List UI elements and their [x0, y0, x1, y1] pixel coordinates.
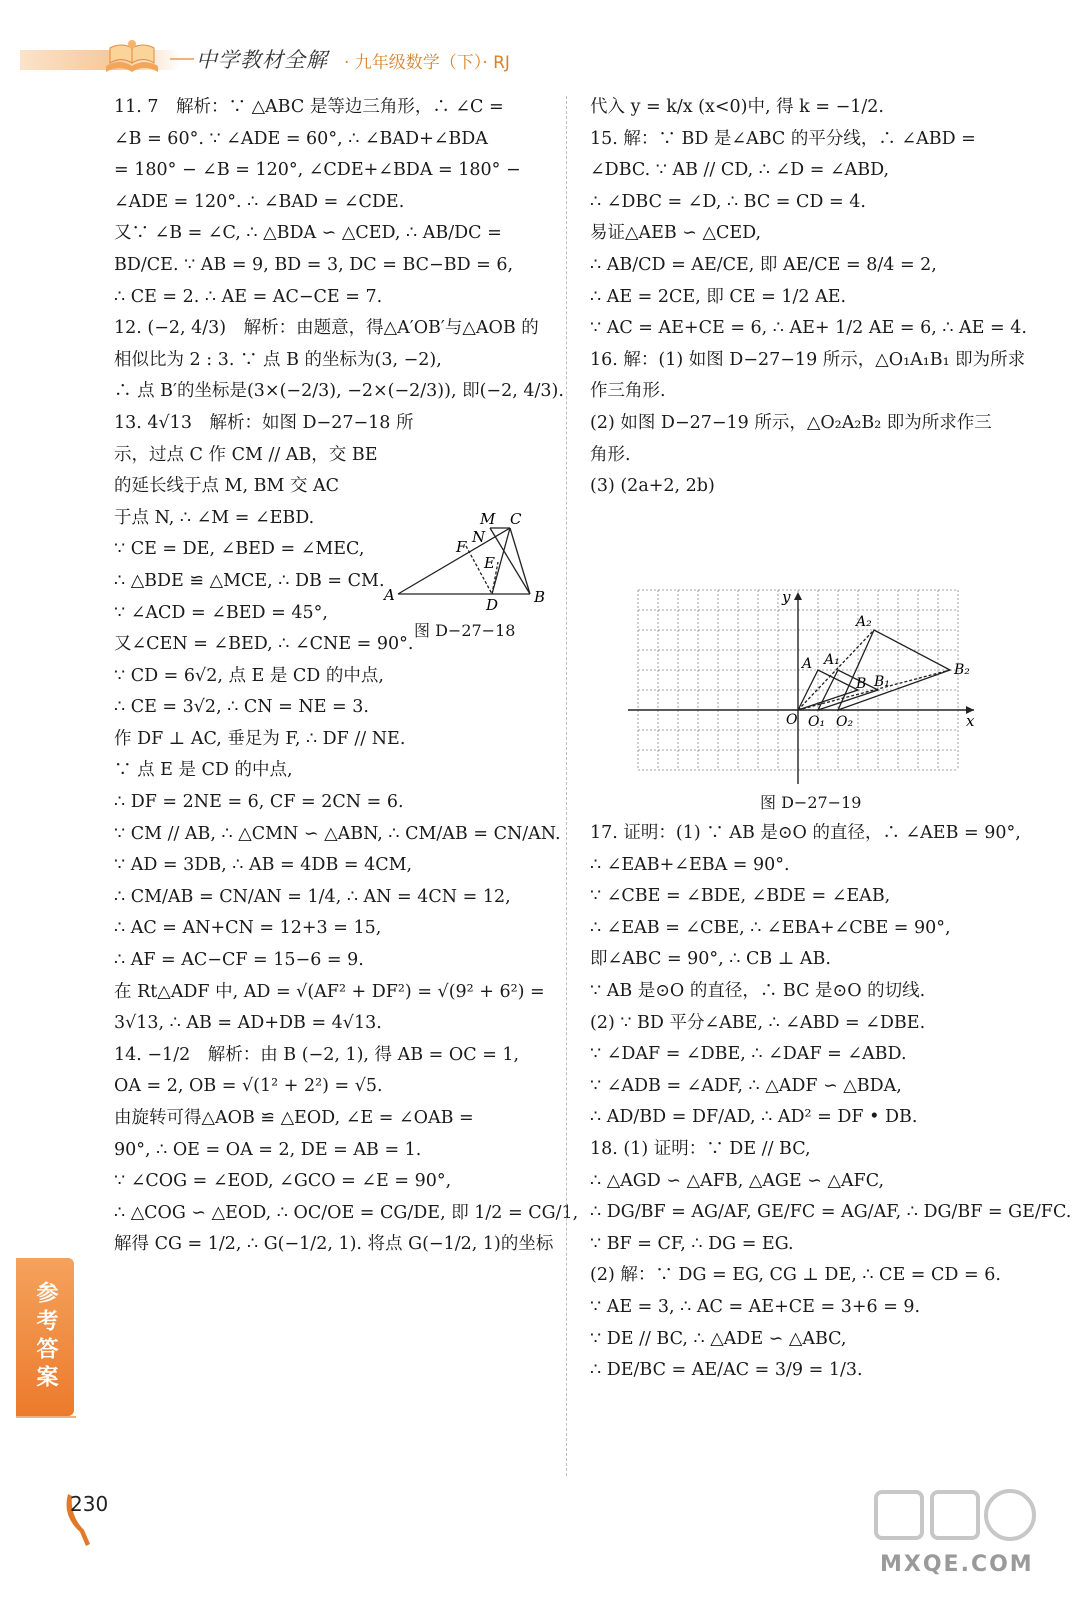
text-line: ∴ AE = 2CE, 即 CE = 1/2 AE. [590, 286, 847, 307]
label-e: E [484, 554, 495, 572]
text-line: ∵ ∠COG = ∠EOD, ∠GCO = ∠E = 90°, [114, 1171, 452, 1192]
side-rule [16, 1416, 76, 1418]
text-line: ∵ ∠ADB = ∠ADF, ∴ △ADF ∽ △BDA, [590, 1075, 902, 1096]
text-line: ∴ DE/BC = AE/AC = 3/9 = 1/3. [590, 1360, 863, 1381]
text-line: ∠B = 60°. ∵ ∠ADE = 60°, ∴ ∠BAD+∠BDA [114, 128, 488, 149]
text-line: ∵ CM // AB, ∴ △CMN ∽ △ABN, ∴ CM/AB = CN/AN. [114, 823, 561, 844]
text-line: 作 DF ⊥ AC, 垂足为 F, ∴ DF // NE. [114, 728, 406, 749]
text-line: ∵ ∠ACD = ∠BED = 45°, [114, 602, 328, 623]
label-b2: B₂ [954, 662, 970, 678]
text-line: ∴ 点 B′的坐标是(3×(−2/3), −2×(−2/3)), 即(−2, 4/3). [114, 381, 564, 402]
text-line: 在 Rt△ADF 中, AD = √(AF² + DF²) = √(9² + 6²) = [114, 981, 545, 1002]
text-line: (2) 如图 D−27−19 所示，△O₂A₂B₂ 即为所求作三 [590, 412, 992, 433]
text-line: ∠ADE = 120°. ∴ ∠BAD = ∠CDE. [114, 191, 405, 212]
text-line: ∠DBC. ∵ AB // CD, ∴ ∠D = ∠ABD, [590, 160, 890, 181]
text-line: ∵ CD = 6√2, 点 E 是 CD 的中点, [114, 665, 384, 686]
text-line: 相似比为 2 : 3. ∵ 点 B 的坐标为(3, −2), [114, 349, 442, 370]
text-line: ∴ △AGD ∽ △AFB, △AGE ∽ △AFC, [590, 1170, 885, 1191]
label-c: C [510, 510, 522, 528]
text-line: ∴ ∠EAB+∠EBA = 90°. [590, 854, 790, 875]
label-n: N [472, 528, 486, 546]
text-line: ∵ AE = 3, ∴ AC = AE+CE = 3+6 = 9. [590, 1296, 921, 1317]
answer-key-tab: 参考答案 [16, 1258, 74, 1416]
text-line: ∴ AC = AN+CN = 12+3 = 15, [114, 918, 382, 939]
y-axis-label: y [782, 588, 791, 606]
text-line: 即∠ABC = 90°, ∴ CB ⊥ AB. [590, 949, 831, 970]
text-line: 16. 解：(1) 如图 D−27−19 所示，△O₁A₁B₁ 即为所求 [590, 349, 1026, 370]
text-line: 15. 解：∵ BD 是∠ABC 的平分线，∴ ∠ABD = [590, 128, 976, 149]
text-line: ∵ ∠DAF = ∠DBE, ∴ ∠DAF = ∠ABD. [590, 1044, 907, 1065]
text-line: 13. 4√13 解析：如图 D−27−18 所 [114, 412, 414, 433]
figure-caption-18: 图 D−27−18 [414, 621, 516, 640]
label-a: A [802, 656, 813, 672]
text-line: ∴ ∠EAB = ∠CBE, ∴ ∠EBA+∠CBE = 90°, [590, 917, 951, 938]
text-line: 由旋转可得△AOB ≌ △EOD, ∠E = ∠OAB = [114, 1108, 474, 1128]
text-line: ∴ DF = 2NE = 6, CF = 2CN = 6. [114, 792, 404, 813]
text-line: 90°, ∴ OE = OA = 2, DE = AB = 1. [114, 1139, 422, 1160]
text-line: ∴ DG/BF = AG/AF, GE/FC = AG/AF, ∴ DG/BF = GE/FC. [590, 1202, 1072, 1223]
text-line: 12. (−2, 4/3) 解析：由题意，得△A′OB′与△AOB 的 [114, 318, 539, 339]
text-line: 11. 7 解析：∵ △ABC 是等边三角形，∴ ∠C = [114, 97, 504, 117]
label-b: B [856, 676, 867, 692]
label-o1: O₁ [808, 714, 826, 730]
text-line: ∵ 点 E 是 CD 的中点, [114, 760, 293, 781]
page-number: 230 [70, 1492, 109, 1516]
text-line: ∵ BF = CF, ∴ DG = EG. [590, 1233, 794, 1254]
label-a1: A₁ [824, 652, 840, 668]
label-o2: O₂ [836, 714, 854, 730]
text-line: ∵ ∠CBE = ∠BDE, ∠BDE = ∠EAB, [590, 886, 891, 907]
column-divider [566, 96, 567, 1476]
text-line: 角形. [590, 444, 631, 465]
label-m: M [480, 510, 496, 528]
text-line: ∵ AC = AE+CE = 6, ∴ AE+ 1/2 AE = 6, ∴ AE = 4. [590, 318, 1027, 339]
text-line: ∵ AD = 3DB, ∴ AB = 4DB = 4CM, [114, 855, 413, 876]
left-column [114, 92, 579, 1261]
text-line: ∴ AB/CD = AE/CE, 即 AE/CE = 8/4 = 2, [590, 254, 937, 275]
text-line: ∴ CE = 3√2, ∴ CN = NE = 3. [114, 697, 369, 718]
text-line: ∴ △BDE ≌ △MCE, ∴ DB = CM. [114, 570, 385, 591]
label-b1: B₁ [874, 674, 890, 690]
label-a: A [384, 586, 395, 604]
text-line: ∴ CM/AB = CN/AN = 1/4, ∴ AN = 4CN = 12, [114, 886, 511, 907]
text-line: (2) 解：∵ DG = EG, CG ⊥ DE, ∴ CE = CD = 6. [590, 1265, 1001, 1286]
label-o: O [786, 712, 798, 728]
x-axis-label: x [966, 712, 975, 730]
text-line: 于点 N, ∴ ∠M = ∠EBD. [114, 507, 315, 528]
text-line: 17. 证明：(1) ∵ AB 是⊙O 的直径，∴ ∠AEB = 90°, [590, 823, 1021, 843]
text-line: 作三角形. [590, 381, 666, 402]
book-title: 中学教材全解 [196, 48, 328, 72]
right-column-top [590, 92, 1040, 503]
text-line: 14. −1/2 解析：由 B (−2, 1), 得 AB = OC = 1, [114, 1044, 520, 1065]
label-f: F [456, 538, 467, 556]
text-line: 又∠CEN = ∠BED, ∴ ∠CNE = 90°. [114, 634, 414, 655]
label-d: D [486, 596, 499, 614]
y-axis-arrow [794, 592, 802, 600]
text-line: ∴ CE = 2. ∴ AE = AC−CE = 7. [114, 286, 383, 307]
text-line: 代入 y = k/x (x<0)中, 得 k = −1/2. [590, 97, 884, 117]
text-line: ∴ ∠DBC = ∠D, ∴ BC = CD = 4. [590, 191, 866, 212]
book-subtitle: · 九年级数学（下）· RJ [344, 53, 510, 73]
text-line: OA = 2, OB = √(1² + 2²) = √5. [114, 1076, 383, 1097]
text-line: 解得 CG = 1/2, ∴ G(−1/2, 1). 将点 G(−1/2, 1)的坐标 [114, 1234, 554, 1255]
text-line: = 180° − ∠B = 120°, ∠CDE+∠BDA = 180° − [114, 160, 521, 181]
text-line: 3√13, ∴ AB = AD+DB = 4√13. [114, 1013, 382, 1034]
text-line: ∴ AD/BD = DF/AD, ∴ AD² = DF • DB. [590, 1107, 918, 1128]
text-line: 示，过点 C 作 CM // AB，交 BE [114, 444, 378, 465]
text-line: ∵ DE // BC, ∴ △ADE ∽ △ABC, [590, 1328, 847, 1349]
right-column-bottom [590, 818, 1072, 1387]
text-line: ∴ △COG ∽ △EOD, ∴ OC/OE = CG/DE, 即 1/2 = CG/1, [114, 1202, 579, 1223]
triangle-figure [380, 508, 550, 618]
segment-cb [510, 528, 530, 594]
text-line: 的延长线于点 M, BM 交 AC [114, 476, 340, 497]
open-book-icon [100, 36, 164, 78]
text-line: (2) ∵ BD 平分∠ABE, ∴ ∠ABD = ∠DBE. [590, 1012, 926, 1033]
page-header [0, 0, 1072, 84]
text-line: 又∵ ∠B = ∠C, ∴ △BDA ∽ △CED, ∴ AB/DC = [114, 223, 502, 244]
label-b: B [534, 588, 546, 606]
watermark-text: MXQE.COM [880, 1552, 1034, 1577]
text-line: ∵ AB 是⊙O 的直径，∴ BC 是⊙O 的切线. [590, 980, 926, 1001]
text-line: ∴ AF = AC−CF = 15−6 = 9. [114, 950, 364, 971]
figure-caption-19: 图 D−27−19 [760, 793, 862, 812]
text-line: ∵ CE = DE, ∠BED = ∠MEC, [114, 539, 365, 560]
header-rule [170, 58, 194, 60]
coordinate-grid-figure [628, 588, 978, 788]
text-line: 易证△AEB ∽ △CED, [590, 223, 762, 244]
text-line: (3) (2a+2, 2b) [590, 476, 715, 497]
segment-bm [490, 528, 530, 594]
label-a2: A₂ [856, 614, 872, 630]
text-line: 18. (1) 证明：∵ DE // BC, [590, 1138, 811, 1159]
text-line: BD/CE. ∵ AB = 9, BD = 3, DC = BC−BD = 6, [114, 254, 514, 275]
